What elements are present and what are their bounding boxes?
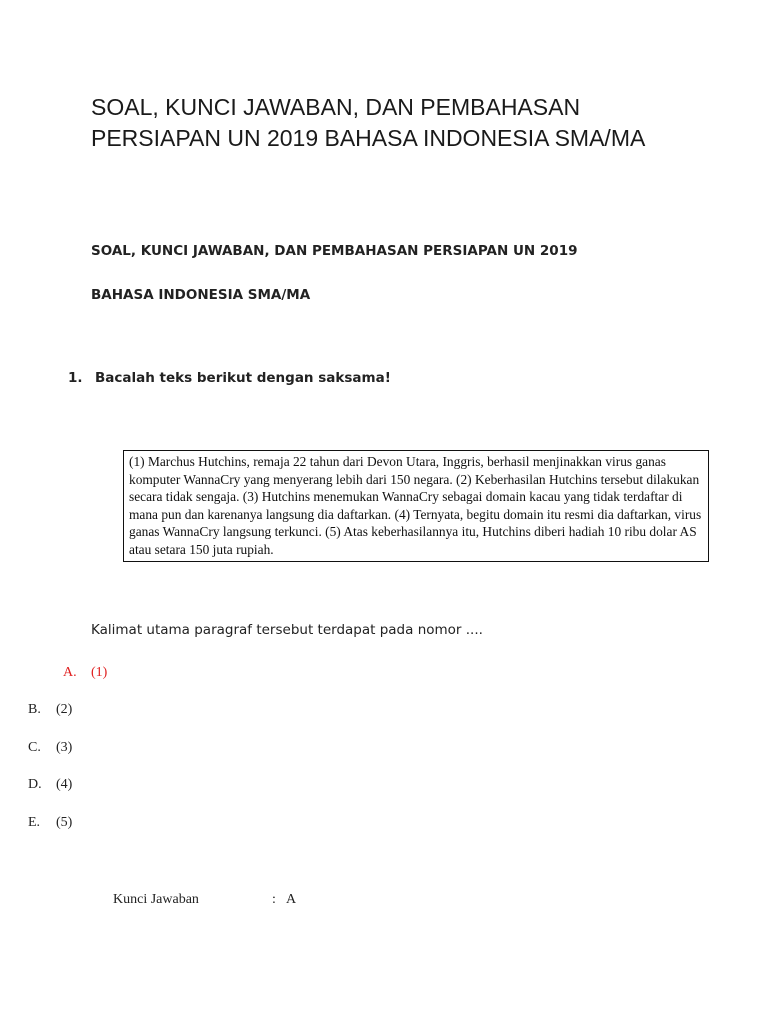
subtitle-line-2: BAHASA INDONESIA SMA/MA (91, 287, 311, 303)
answer-key-label: Kunci Jawaban (113, 892, 199, 907)
option-c (28, 740, 72, 756)
option-e (28, 815, 72, 831)
option-a (63, 665, 107, 681)
option-letter: C. (28, 740, 41, 755)
option-b (28, 702, 72, 718)
option-text: (2) (56, 702, 73, 717)
option-d (28, 777, 72, 793)
question-prompt: Kalimat utama paragraf tersebut terdapat pada nomor .... (91, 622, 483, 638)
document-title: SOAL, KUNCI JAWABAN, DAN PEMBAHASAN PERSIAPAN UN 2019 BAHASA INDONESIA SMA/MA (91, 94, 646, 151)
option-text: (1) (91, 665, 108, 680)
option-text: (5) (56, 815, 73, 830)
question-number: 1. (68, 370, 83, 386)
answer-key-value: A (286, 892, 297, 907)
option-letter: D. (28, 777, 42, 792)
subtitle-line-1: SOAL, KUNCI JAWABAN, DAN PEMBAHASAN PERSIAPAN UN 2019 (91, 243, 578, 259)
answer-key-separator: : (272, 892, 276, 907)
option-text: (3) (56, 740, 73, 755)
question-instruction: Bacalah teks berikut dengan saksama! (95, 370, 391, 386)
option-letter: B. (28, 702, 41, 717)
option-letter: A. (63, 665, 77, 680)
passage-box: (1) Marchus Hutchins, remaja 22 tahun dari Devon Utara, Inggris, berhasil menjinakkan virus ganas komputer WannaCry yang menyerang lebih dari 150 negara. (2) Keberhasilan Hutchins tersebut dilakukan secara tidak sengaja. (3) Hutchins menemukan WannaCry sebagai domain kacau yang tidak terdaftar di mana pun dan karenanya langsung dia daftarkan. (4) Ternyata, begitu domain itu resmi dia daftarkan, virus ganas WannaCry langsung terkunci. (5) Atas keberhasilannya itu, Hutchins diberi hadiah 10 ribu dolar AS atau setara 150 juta rupiah. (123, 450, 709, 562)
option-text: (4) (56, 777, 73, 792)
option-letter: E. (28, 815, 41, 830)
